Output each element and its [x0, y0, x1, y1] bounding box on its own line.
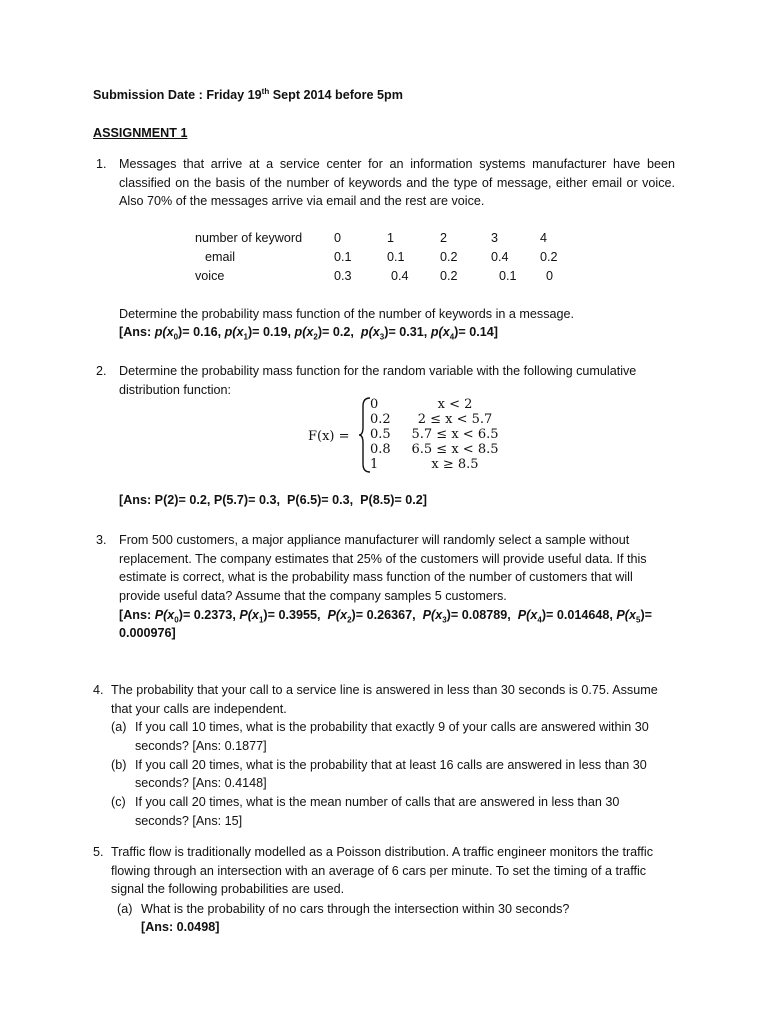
- voice-value: 0.1: [499, 269, 517, 284]
- keyword-2: 2: [440, 231, 448, 246]
- q5-part-a-answer: [Ans: 0.0498]: [141, 920, 220, 934]
- keyword-3: 3: [491, 231, 499, 246]
- keyword-table: [195, 229, 560, 286]
- case-condition: x < 2: [437, 397, 473, 412]
- voice-value: 0.3: [334, 269, 352, 284]
- case-condition: x ≥ 8.5: [431, 457, 479, 472]
- q4-part-c-line1: If you call 20 times, what is the mean number of calls that are answered in less than 30: [135, 795, 620, 809]
- cdf-cases: [370, 397, 500, 472]
- q1-number: 1.: [96, 157, 107, 171]
- voice-value: 0.4: [391, 269, 409, 284]
- email-value: 0.2: [440, 250, 458, 265]
- q1-text: Messages that arrive at a service center for an information systems manufacturer have been classified on the basis of the number of keywords and the type of message, either email or voice. Also 70% of the messages arrive via email and the rest are voice.: [119, 157, 675, 209]
- case-value: 0: [370, 397, 379, 412]
- q5-number: 5.: [93, 845, 104, 859]
- q2-text: Determine the probability mass function for the random variable with the following cumulative distribution function:: [119, 364, 637, 397]
- assignment-title: ASSIGNMENT 1: [93, 126, 188, 140]
- q5-part-a-line1: What is the probability of no cars through the intersection within 30 seconds?: [141, 902, 570, 916]
- q5-part-a-label: (a): [117, 902, 133, 916]
- voice-value: 0.2: [440, 269, 458, 284]
- q1-answer: [Ans: $p(x_0)= 0.16$, $p(x_1)= 0.19$, $p(x_2)= 0.2$, $p(x_3)= 0.31$, $p(x_4)= 0.14$]: [119, 325, 498, 342]
- keyword-header-row: [195, 229, 560, 248]
- q4-part-b-line1: If you call 20 times, what is the probability that at least 16 calls are answered in less than 30: [135, 758, 647, 772]
- case-condition: 5.7 ≤ x < 6.5: [411, 427, 499, 442]
- voice-row: [195, 267, 560, 286]
- q2-answer: [Ans: P(2)= 0.2, P(5.7)= 0.3, P(6.5)= 0.3, P(8.5)= 0.2]: [119, 493, 427, 507]
- q3-answer-tail: 0.000976]: [119, 626, 176, 640]
- q2-number: 2.: [96, 364, 107, 378]
- case-condition: 6.5 ≤ x < 8.5: [411, 442, 499, 457]
- q4-number: 4.: [93, 683, 104, 697]
- case-value: 1: [370, 457, 379, 472]
- keyword-4: 4: [540, 231, 548, 246]
- q4-part-a-label: (a): [111, 720, 127, 734]
- email-row: [195, 248, 560, 267]
- q4-part-c-label: (c): [111, 795, 126, 809]
- email-value: 0.1: [334, 250, 352, 265]
- q4-part-a-line1: If you call 10 times, what is the probability that exactly 9 of your calls are answered within 30: [135, 720, 649, 734]
- q3-number: 3.: [96, 533, 107, 547]
- q4-part-c-line2: seconds? [Ans: 15]: [135, 814, 243, 828]
- email-value: 0.2: [540, 250, 558, 265]
- q5-text: Traffic flow is traditionally modelled as a Poisson distribution. A traffic engineer monitors the traffic flowing through an intersection with an average of 6 cars per minute. To set the timing of a traffic signal the following probabilities are used.: [111, 845, 654, 897]
- q4-part-a-line2: seconds? [Ans: 0.1877]: [135, 739, 267, 753]
- cdf-lhs: F(x) =: [308, 429, 350, 444]
- case-value: 0.5: [370, 427, 391, 442]
- q4-text: The probability that your call to a service line is answered in less than 30 seconds is 0.75. Assume that your calls are independent.: [111, 683, 658, 716]
- submission-date: Submission Date : Friday 19th Sept 2014 before 5pm: [93, 86, 403, 102]
- q3-answer: [Ans: $P(x_0)= 0.2373$, $P(x_1)= 0.3955$, $P(x_2)= 0.26367$, $P(x_3)= 0.08789$, $P(x_4)= 0.014648$, $P(x_5)=$: [119, 608, 653, 625]
- email-value: 0.4: [491, 250, 509, 265]
- case-value: 0.2: [370, 412, 391, 427]
- keyword-1: 1: [387, 231, 395, 246]
- voice-value: 0: [546, 269, 554, 284]
- email-label: email: [205, 250, 236, 265]
- q4-part-b-line2: seconds? [Ans: 0.4148]: [135, 776, 267, 790]
- q4-part-b-label: (b): [111, 758, 127, 772]
- case-condition: 2 ≤ x < 5.7: [417, 412, 493, 427]
- case-value: 0.8: [370, 442, 391, 457]
- voice-label: voice: [195, 269, 225, 284]
- email-value: 0.1: [387, 250, 405, 265]
- q3-text: From 500 customers, a major appliance manufacturer will randomly select a sample without replacement. The company estimates that 25% of the customers will provide useful data. If this estimate is correct, what is the probability mass function of the number of customers that will provide useful data? Assume that the company samples 5 customers.: [119, 533, 647, 603]
- keyword-header-label: number of keyword: [195, 231, 303, 246]
- q1-task: Determine the probability mass function of the number of keywords in a message.: [119, 307, 574, 321]
- keyword-0: 0: [334, 231, 342, 246]
